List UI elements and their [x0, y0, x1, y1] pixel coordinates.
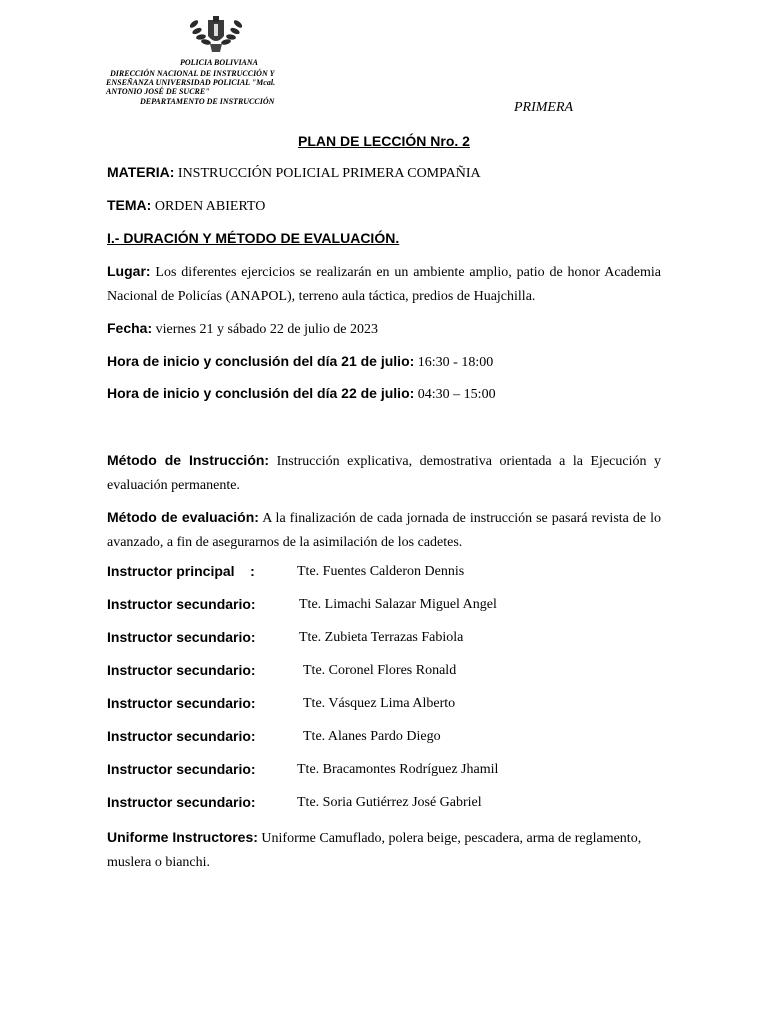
tema-line	[107, 193, 661, 219]
materia-value: INSTRUCCIÓN POLICIAL PRIMERA COMPAÑIA	[177, 166, 481, 181]
lugar-label: Lugar:	[107, 263, 151, 279]
letterhead-line-2: DIRECCIÓN NACIONAL DE INSTRUCCIÓN Y	[110, 69, 275, 78]
metodo-instruccion-label: Método de Instrucción:	[107, 452, 270, 468]
tema-value: ORDEN ABIERTO	[154, 199, 266, 214]
instructor-name: Tte. Coronel Flores Ronald	[303, 663, 457, 678]
instructor-row	[107, 761, 667, 783]
metodo-instruccion-paragraph	[107, 448, 661, 498]
instructor-name: Tte. Alanes Pardo Diego	[303, 729, 441, 744]
instructor-name: Tte. Zubieta Terrazas Fabiola	[299, 630, 464, 645]
instructor-row	[107, 629, 667, 651]
instructor-name: Tte. Soria Gutiérrez José Gabriel	[297, 795, 482, 810]
letterhead-line-4: ANTONIO JOSÉ DE SUCRE"	[106, 87, 210, 96]
materia-line	[107, 160, 661, 186]
hora-21-label: Hora de inicio y conclusión del día 21 de julio:	[107, 353, 415, 369]
hora-21-line	[107, 349, 661, 375]
metodo-evaluacion-value: A la finalización de cada jornada de instrucción se pasará revista de lo avanzado, a fin de asegurarnos de la asimilación de los cadetes.	[107, 511, 661, 550]
letterhead-line-5: DEPARTAMENTO DE INSTRUCCIÓN	[140, 97, 275, 104]
instructor-row	[107, 728, 667, 750]
section-1-heading: I.- DURACIÓN Y MÉTODO DE EVALUACIÓN.	[107, 230, 400, 246]
instructor-row	[107, 794, 667, 816]
police-emblem-icon	[184, 14, 248, 56]
instructor-role: Instructor secundario:	[107, 761, 256, 777]
instructor-name: Tte. Fuentes Calderon Dennis	[297, 564, 465, 579]
instructor-role: Instructor principal :	[107, 563, 255, 579]
instructor-role: Instructor secundario:	[107, 662, 256, 678]
page-title: PLAN DE LECCIÓN Nro. 2	[298, 133, 470, 149]
instructor-row	[107, 563, 667, 585]
section-heading	[107, 226, 661, 252]
materia-label: MATERIA:	[107, 164, 175, 180]
uniforme-label: Uniforme Instructores:	[107, 829, 258, 845]
instructor-role: Instructor secundario:	[107, 794, 256, 810]
uniforme-value: Uniforme Camuflado, polera beige, pescadera, arma de reglamento, muslera o bianchi.	[107, 831, 642, 870]
metodo-evaluacion-paragraph	[107, 505, 661, 555]
metodo-instruccion-value: Instrucción explicativa, demostrativa orientada a la Ejecución y evaluación permanente.	[107, 454, 662, 493]
fecha-line	[107, 316, 661, 342]
letterhead-line-1: POLICIA BOLIVIANA	[179, 58, 259, 67]
hora-22-line	[107, 381, 661, 407]
metodo-evaluacion-label: Método de evaluación:	[107, 509, 259, 525]
letterhead-line-3: ENSEÑANZA UNIVERSIDAD POLICIAL "Mcal.	[106, 78, 276, 87]
hora-22-label: Hora de inicio y conclusión del día 22 de julio:	[107, 385, 415, 401]
instructor-row	[107, 695, 667, 717]
fecha-label: Fecha:	[107, 320, 153, 336]
hora-21-value: 16:30 - 18:00	[417, 355, 494, 370]
letterhead	[100, 12, 300, 104]
instructor-row	[107, 662, 667, 684]
fecha-value: viernes 21 y sábado 22 de julio de 2023	[155, 322, 379, 337]
instructor-name: Tte. Bracamontes Rodríguez Jhamil	[297, 762, 499, 777]
hora-22-value: 04:30 – 15:00	[417, 387, 496, 402]
instructor-name: Tte. Vásquez Lima Alberto	[303, 696, 456, 711]
tema-label: TEMA:	[107, 197, 152, 213]
uniforme-paragraph	[107, 825, 661, 875]
lugar-value: Los diferentes ejercicios se realizarán en un ambiente amplio, patio de honor Academia Nacional de Policías (ANAPOL), terreno aula táctica, predios de Huajchilla.	[107, 265, 662, 304]
instructor-role: Instructor secundario:	[107, 596, 256, 612]
instructor-row	[107, 596, 667, 618]
instructor-role: Instructor secundario:	[107, 629, 256, 645]
lugar-paragraph	[107, 259, 661, 309]
corner-label: PRIMERA	[514, 100, 574, 115]
instructor-role: Instructor secundario:	[107, 695, 256, 711]
instructor-role: Instructor secundario:	[107, 728, 256, 744]
instructor-name: Tte. Limachi Salazar Miguel Angel	[299, 597, 497, 612]
